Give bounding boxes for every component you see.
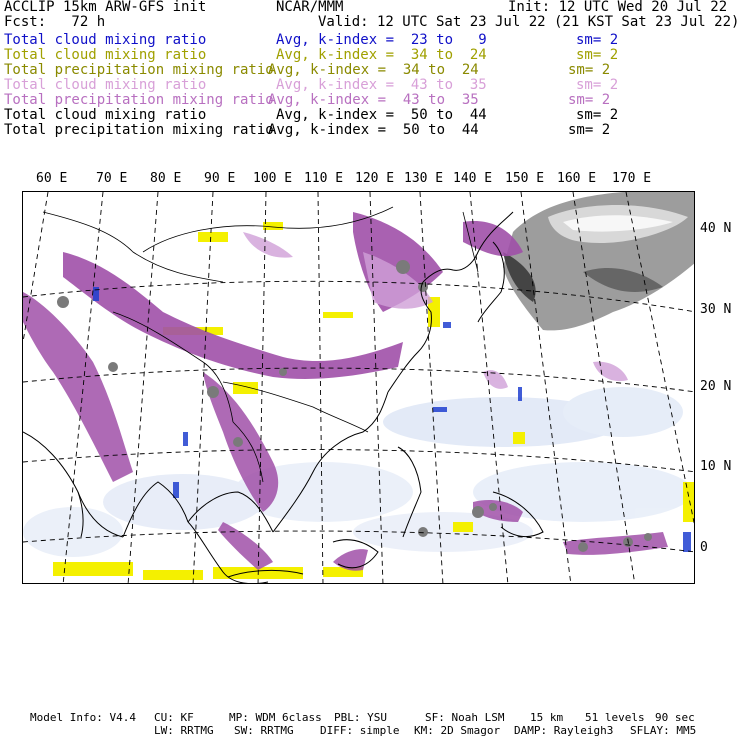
lon-label: 110 E <box>304 171 344 186</box>
mp-scheme: MP: WDM 6class <box>229 711 322 724</box>
km-scheme: KM: 2D Smagor <box>414 724 501 737</box>
map-svg <box>23 192 695 584</box>
field-avg: Avg, k-index = 34 to 24 <box>268 62 479 78</box>
lon-label: 60 E <box>36 171 68 186</box>
field-sm: sm= 2 <box>576 32 619 48</box>
field-avg: Avg, k-index = 43 to 35 <box>276 77 487 93</box>
lon-label: 90 E <box>204 171 236 186</box>
field-name: Total precipitation mixing ratio <box>4 122 274 138</box>
lon-label: 70 E <box>96 171 128 186</box>
field-sm: sm= 2 <box>568 122 611 138</box>
model-version: Model Info: V4.4 <box>30 711 136 724</box>
field-sm: sm= 2 <box>568 62 611 78</box>
lat-label: 0 <box>700 540 708 555</box>
field-name: Total precipitation mixing ratio <box>4 92 274 108</box>
lon-label: 80 E <box>150 171 182 186</box>
diff-scheme: DIFF: simple <box>320 724 400 737</box>
plot-title: ACCLIP 15km ARW-GFS init <box>4 0 207 15</box>
lat-label: 40 N <box>700 221 732 236</box>
time-step: 90 sec <box>655 711 695 724</box>
field-sm: sm= 2 <box>576 47 619 63</box>
lon-label: 150 E <box>505 171 545 186</box>
field-avg: Avg, k-index = 43 to 35 <box>268 92 479 108</box>
field-sm: sm= 2 <box>576 77 619 93</box>
lat-label: 10 N <box>700 459 732 474</box>
lw-scheme: LW: RRTMG <box>154 724 214 737</box>
lat-label: 20 N <box>700 379 732 394</box>
sf-scheme: SF: Noah LSM <box>425 711 505 724</box>
field-avg: Avg, k-index = 50 to 44 <box>276 107 487 123</box>
lon-label: 130 E <box>404 171 444 186</box>
field-avg: Avg, k-index = 23 to 9 <box>276 32 487 48</box>
upper-cloud-mass <box>503 192 695 330</box>
sw-scheme: SW: RRTMG <box>234 724 294 737</box>
lon-label: 100 E <box>253 171 293 186</box>
lat-label: 30 N <box>700 302 732 317</box>
field-avg: Avg, k-index = 50 to 44 <box>268 122 479 138</box>
field-name: Total cloud mixing ratio <box>4 77 207 93</box>
field-name: Total cloud mixing ratio <box>4 107 207 123</box>
lon-label: 140 E <box>453 171 493 186</box>
field-name: Total precipitation mixing ratio <box>4 62 274 78</box>
field-sm: sm= 2 <box>576 107 619 123</box>
center-label: NCAR/MMM <box>276 0 344 15</box>
init-time: Init: 12 UTC Wed 20 Jul 22 <box>508 0 728 15</box>
lon-label: 170 E <box>612 171 652 186</box>
forecast-hour: Fcst: 72 h <box>4 14 106 30</box>
sflay-scheme: SFLAY: MM5 <box>630 724 697 737</box>
damp-scheme: DAMP: Rayleigh3 <box>514 724 614 737</box>
pbl-scheme: PBL: YSU <box>334 711 387 724</box>
cu-scheme: CU: KF <box>154 711 194 724</box>
field-sm: sm= 2 <box>568 92 611 108</box>
field-name: Total cloud mixing ratio <box>4 32 207 48</box>
grid-spacing: 15 km <box>530 711 564 724</box>
map-panel <box>22 191 695 584</box>
lon-label: 160 E <box>557 171 597 186</box>
lon-label: 120 E <box>355 171 395 186</box>
valid-time: Valid: 12 UTC Sat 23 Jul 22 (21 KST Sat 23 Jul 22) <box>318 14 740 30</box>
vertical-levels: 51 levels <box>585 711 645 724</box>
field-avg: Avg, k-index = 34 to 24 <box>276 47 487 63</box>
field-name: Total cloud mixing ratio <box>4 47 207 63</box>
